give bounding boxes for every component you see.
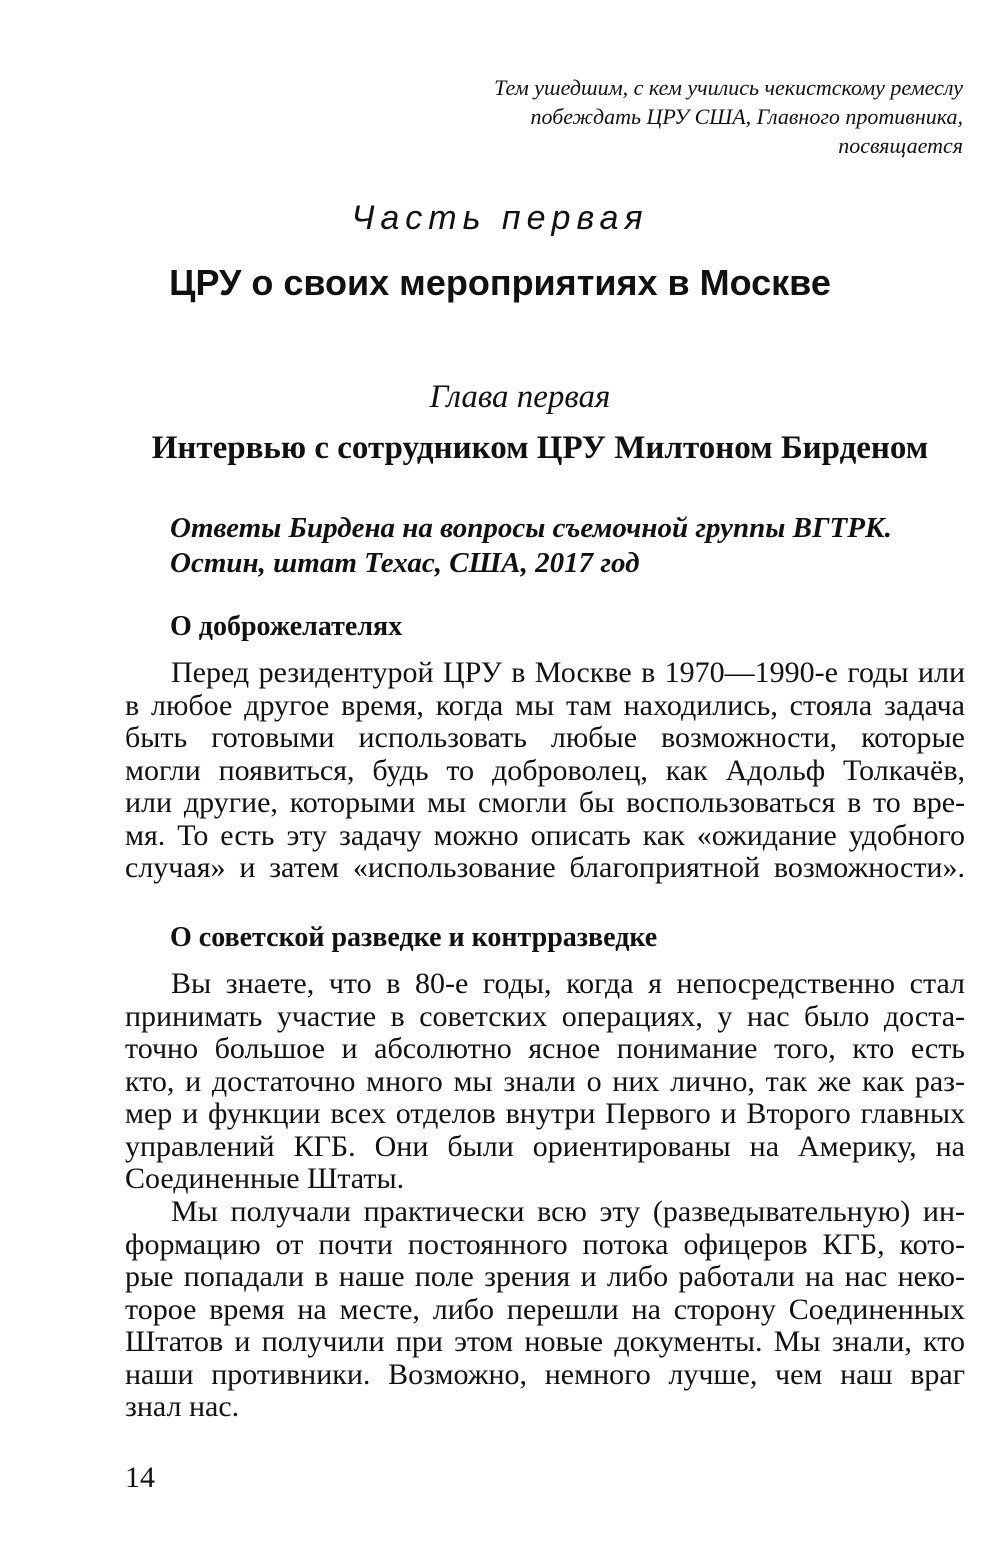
text-line: Мы получали практически всю эту (разведывательную) ин- xyxy=(171,1195,965,1228)
text-line: управлений КГБ. Они были ориентированы на Америку, на xyxy=(125,1129,965,1163)
chapter-title: Интервью с сотрудником ЦРУ Милтоном Бирденом xyxy=(151,430,929,466)
page-number: 14 xyxy=(125,1461,155,1494)
text-line: принимать участие в советских операциях, у нас было доста- xyxy=(125,999,965,1033)
text-line: мер и функции всех отделов внутри Первого и Второго главных xyxy=(125,1097,965,1130)
paragraph xyxy=(125,968,965,1196)
section-heading-soviet-intelligence: О советской разведке и контрразведке xyxy=(170,922,658,953)
dedication-line: посвящается xyxy=(838,133,963,158)
text-line: быть готовыми использовать любые возможности, которые xyxy=(125,721,965,754)
text-line: Вы знаете, что в 80-е годы, когда я непосредственно стал xyxy=(171,967,965,1000)
text-line: случая» и затем «использование благоприятной возможности». xyxy=(125,851,965,884)
text-line: в любое другое время, когда мы там находились, стояла задача xyxy=(125,688,965,722)
text-line: мя. То есть эту задачу можно описать как «ожидание удобного xyxy=(125,818,965,852)
text-line: формацию от почти постоянного потока офицеров КГБ, кото- xyxy=(125,1227,965,1261)
subtitle-line: Остин, штат Техас, США, 2017 год xyxy=(170,547,640,579)
text-line: торое время на месте, либо перешли на сторону Соединенных xyxy=(125,1292,965,1326)
text-line: могли появиться, будь то доброволец, как Адольф Толкачёв, xyxy=(125,753,965,787)
paragraph xyxy=(125,657,965,885)
paragraph xyxy=(125,1196,965,1424)
text-line: наши противники. Возможно, немного лучше, чем наш враг xyxy=(125,1357,965,1391)
chapter-label: Глава первая xyxy=(429,379,611,415)
text-line: рые попадали в наше поле зрения и либо работали на нас неко- xyxy=(125,1260,965,1293)
dedication-line: Тем ушедшим, с кем учились чекистскому ремеслу xyxy=(494,75,963,100)
dedication xyxy=(403,73,963,160)
chapter-subtitle xyxy=(170,511,960,581)
text-line: Перед резидентурой ЦРУ в Москве в 1970—1990-е годы или xyxy=(171,656,965,689)
text-line: точно большое и абсолютно ясное понимание того, кто есть xyxy=(125,1032,965,1065)
subtitle-line: Ответы Бирдена на вопросы съемочной группы ВГТРК. xyxy=(170,512,892,544)
text-line: Штатов и получили при этом новые документы. Мы знали, кто xyxy=(125,1325,965,1358)
part-title: ЦРУ о своих мероприятиях в Москве xyxy=(169,262,831,303)
text-line: кто, и достаточно много мы знали о них лично, так же как раз- xyxy=(125,1064,965,1098)
text-line: или другие, которыми мы смогли бы воспользоваться в то вре- xyxy=(125,786,965,819)
part-label: Часть первая xyxy=(351,199,649,237)
dedication-line: побеждать ЦРУ США, Главного противника, xyxy=(530,104,963,129)
text-line: Соединенные Штаты. xyxy=(125,1162,405,1195)
text-line: знал нас. xyxy=(125,1390,240,1423)
section-heading-well-wishers: О доброжелателях xyxy=(170,611,403,642)
